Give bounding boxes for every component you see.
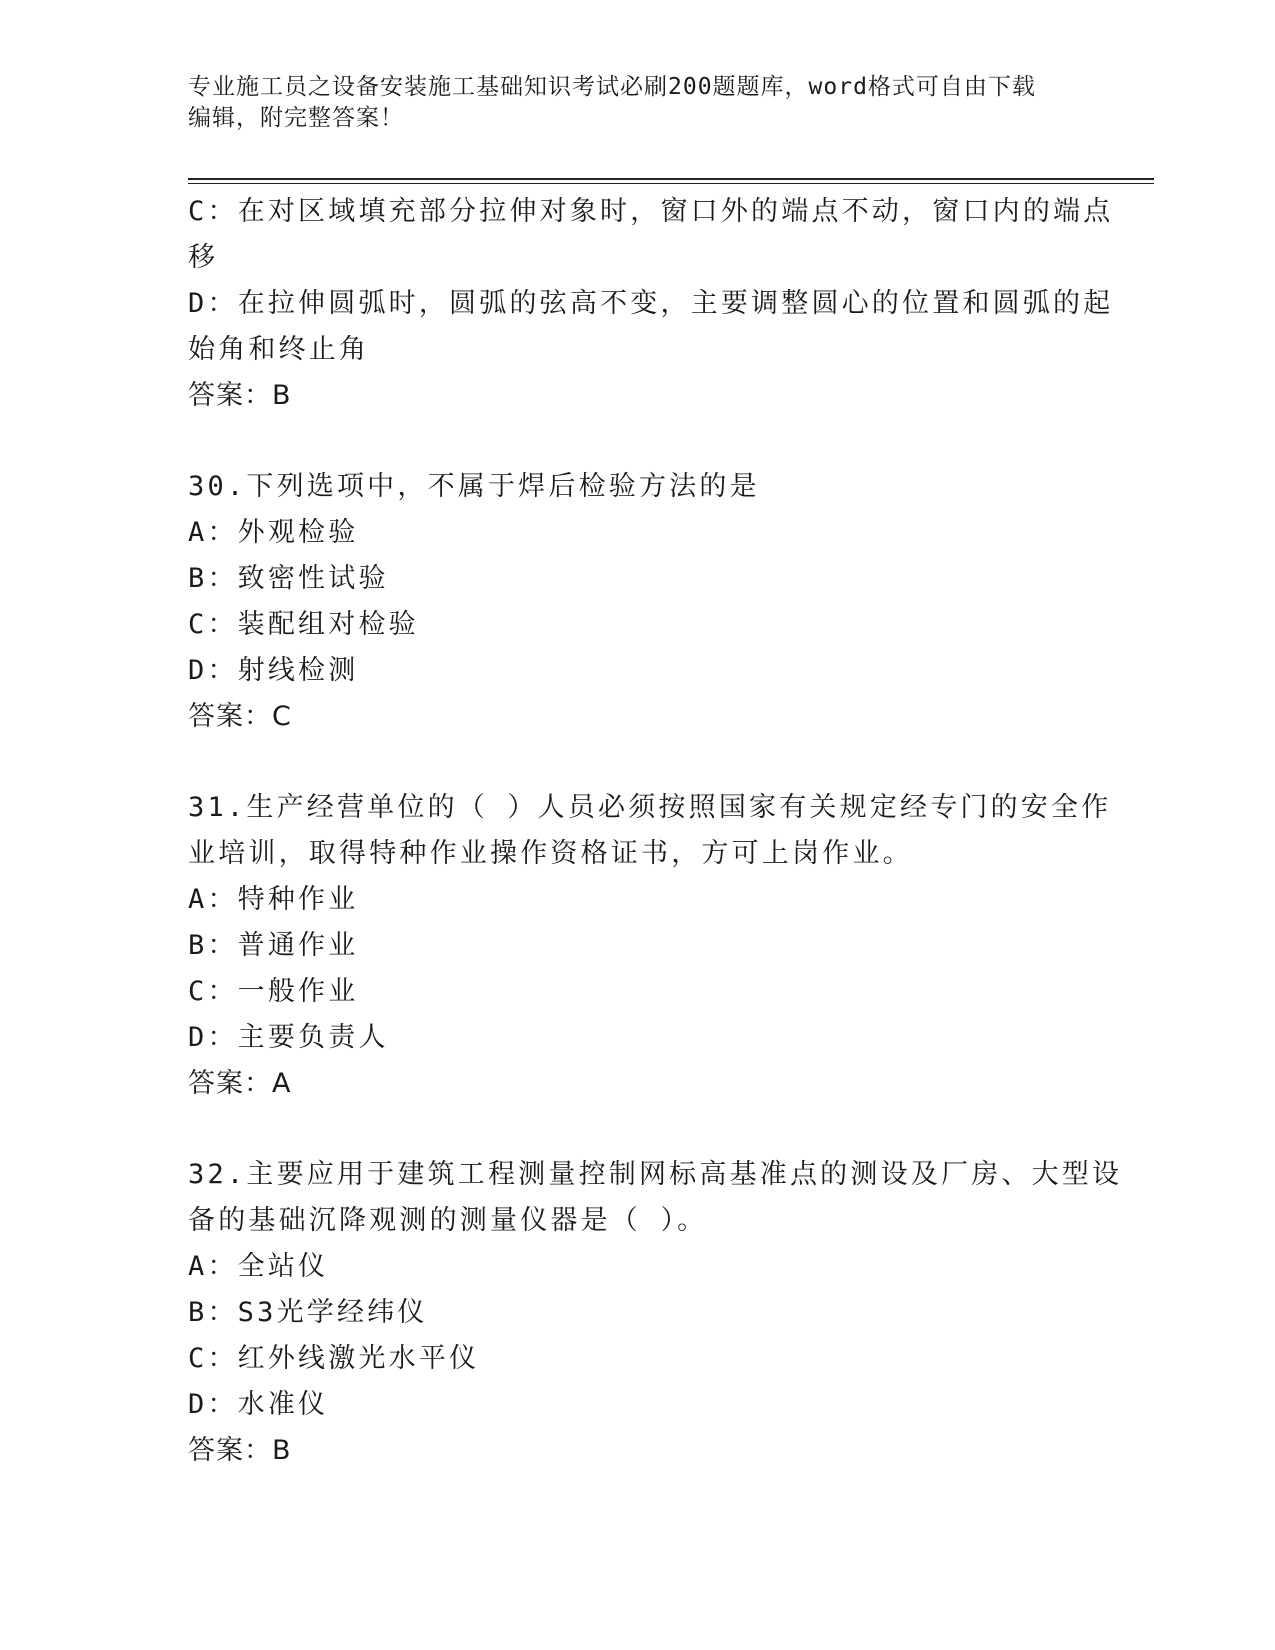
option-b: B：致密性试验 bbox=[188, 563, 389, 594]
option-c: C：装配组对检验 bbox=[188, 609, 419, 640]
option-b: B：S3光学经纬仪 bbox=[188, 1297, 428, 1328]
document-header bbox=[188, 72, 1068, 134]
header-title-line-2: 编辑，附完整答案！ bbox=[188, 105, 404, 131]
question-stem: 31.生产经营单位的（ ）人员必须按照国家有关规定经专门的安全作 bbox=[188, 792, 1112, 823]
option-c: C：红外线激光水平仪 bbox=[188, 1343, 480, 1374]
answer: 答案：B bbox=[188, 1435, 292, 1466]
option-d: D：主要负责人 bbox=[188, 1022, 389, 1053]
question-30 bbox=[188, 464, 1088, 740]
option-c: C：在对区域填充部分拉伸对象时，窗口外的端点不动，窗口内的端点 bbox=[188, 196, 1114, 227]
option-a: A：外观检验 bbox=[188, 517, 359, 548]
answer: 答案：C bbox=[188, 701, 292, 732]
question-32 bbox=[188, 1152, 1123, 1474]
question-list bbox=[188, 189, 1123, 1474]
option-d-continued: 始角和终止角 bbox=[188, 334, 370, 365]
option-d: D：水准仪 bbox=[188, 1389, 329, 1420]
option-b: B：普通作业 bbox=[188, 930, 359, 961]
answer: 答案：B bbox=[188, 380, 292, 411]
spacer bbox=[188, 1107, 1088, 1152]
header-rule-thin bbox=[188, 183, 1154, 184]
spacer bbox=[188, 740, 1088, 785]
option-c-continued: 移 bbox=[188, 242, 219, 273]
question-stem: 32.主要应用于建筑工程测量控制网标高基准点的测设及厂房、大型设 bbox=[188, 1159, 1123, 1190]
option-c: C：一般作业 bbox=[188, 976, 359, 1007]
question-29-tail bbox=[188, 189, 1114, 419]
question-stem: 30.下列选项中，不属于焊后检验方法的是 bbox=[188, 471, 760, 502]
option-a: A：全站仪 bbox=[188, 1251, 329, 1282]
header-rule-thick bbox=[188, 178, 1154, 180]
option-a: A：特种作业 bbox=[188, 884, 359, 915]
question-stem-continued: 业培训，取得特种作业操作资格证书，方可上岗作业。 bbox=[188, 838, 913, 869]
option-d: D：在拉伸圆弧时，圆弧的弦高不变，主要调整圆心的位置和圆弧的起 bbox=[188, 288, 1114, 319]
question-stem-continued: 备的基础沉降观测的测量仪器是（ ）。 bbox=[188, 1205, 708, 1236]
answer: 答案：A bbox=[188, 1068, 292, 1099]
option-d: D：射线检测 bbox=[188, 655, 359, 686]
question-31 bbox=[188, 785, 1112, 1107]
header-title-line-1: 专业施工员之设备安装施工基础知识考试必刷200题题库，word格式可自由下载 bbox=[188, 74, 1036, 100]
spacer bbox=[188, 419, 1088, 464]
